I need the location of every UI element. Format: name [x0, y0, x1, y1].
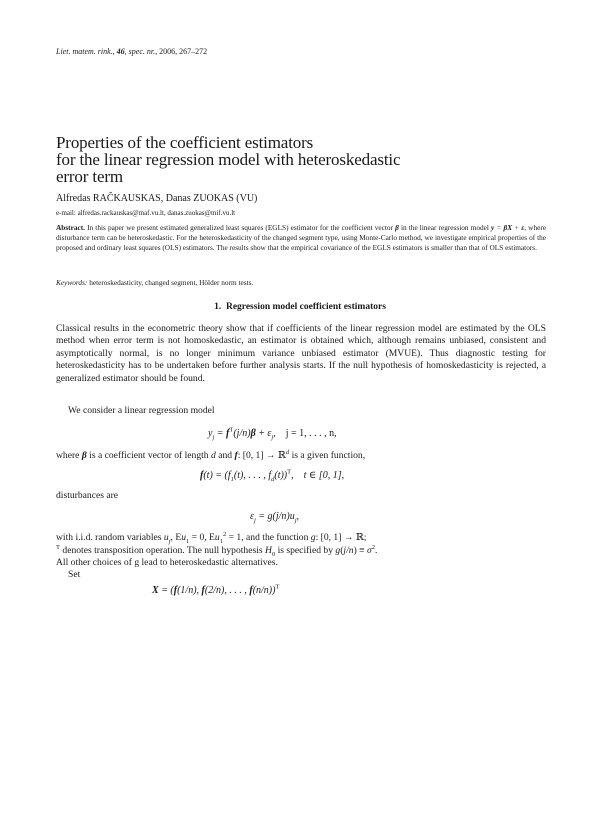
where-line: where β is a coefficient vector of length d and f: [0, 1] → ℝ$^d$ is a given function,	[56, 448, 366, 461]
abstract-text-3: , where disturbance term can be heteroskedastic. For the heteroskedasticity of the changed segment type, using Monte-Carlo method, we investigate empirical properties of the proposed and ordinary least squares (OLS) estimators. The results show that the empirical covariance of the EGLS estimators is smaller than that of OLS estimators.	[56, 223, 547, 252]
abstract-text-1: In this paper we present estimated generalized least squares (EGLS) estimator for the coefficient vector	[87, 223, 393, 232]
title-line-3: error term	[56, 167, 123, 186]
body-paragraph-2: We consider a linear regression model	[68, 405, 215, 416]
where-2: is a coefficient vector of length	[89, 450, 209, 461]
title-line-1: Properties of the coefficient estimators	[56, 133, 314, 152]
disturbances-line: disturbances are	[56, 490, 119, 501]
iid-1: with i.i.d. random variables	[56, 532, 162, 543]
set-line: Set	[68, 569, 81, 580]
abstract: Abstract. In this paper we present estimated generalized least squares (EGLS) estimator for the coefficient vector β in the linear regression model y = βX + ε, where disturbance term can be heteroskedastic. For the heteroskedasticity of the changed segment type, using Monte-Carlo method, we investigate empirical properties of the proposed and ordinary least squares (OLS) estimators. The results show that the empirical covariance of the EGLS estimators is smaller than that of OLS estimators.	[56, 223, 547, 252]
section-title: Regression model coefficient estimators	[225, 302, 386, 312]
journal-year-pages: 2006, 267–272	[159, 47, 208, 56]
transp-1: denotes transposition operation. The null hypothesis	[62, 545, 263, 556]
journal-citation: Liet. matem. rink., 46, spec. nr., 2006, 267–272	[56, 47, 208, 56]
transposition-line: $^T$ denotes transposition operation. The null hypothesis $H_0$ is specified by $g(j/n) \equiv \sigma^2$.	[56, 543, 378, 558]
journal-volume: 46	[116, 47, 125, 56]
equation-f: $f(t) = (f_1(t)$, . . . , $f_d(t))^T$, t ∈ [0, 1],	[200, 468, 345, 483]
keywords	[56, 278, 253, 287]
paper-title	[56, 134, 400, 185]
journal-issue: spec. nr.	[128, 47, 156, 56]
equation-epsilon: $\varepsilon_j = g(j/n)u_j$,	[250, 511, 300, 524]
keywords-text: heteroskedasticity, changed segment, Hölder norm tests.	[89, 278, 254, 287]
author-emails: e-mail: alfredas.rackauskas@maf.vu.lt, danas.zuokas@mif.vu.lt	[56, 209, 236, 217]
journal-name: Liet. matem. rink.	[56, 47, 113, 56]
keywords-label: Keywords:	[56, 278, 88, 287]
abstract-label: Abstract.	[56, 223, 85, 232]
authors: Alfredas RAČKAUSKAS, Danas ZUOKAS (VU)	[56, 193, 258, 204]
section-number: 1.	[214, 302, 222, 312]
where-3: and	[218, 450, 233, 461]
alternatives-line: All other choices of g lead to heteroskedastic alternatives.	[56, 557, 278, 568]
transp-2: is specified by	[277, 545, 334, 556]
section-heading	[0, 302, 600, 312]
abstract-text-2: in the linear regression model	[400, 223, 489, 232]
where-4: is a given function,	[291, 450, 366, 461]
title-line-2: for the linear regression model with heteroskedastic	[56, 150, 401, 169]
iid-2: and the function	[246, 532, 309, 543]
equation-model: $y_j = f^T(j/n)\beta + \varepsilon_j$, j = 1, . . . , n,	[208, 426, 337, 441]
iid-line: with i.i.d. random variables $u_j$, $Eu_1 = 0$, $Eu_1^2 = 1$, and the function g: [0, 1] → ℝ;	[56, 530, 367, 545]
equation-X: X = (f(1/n), f(2/n), . . . , f(n/n))$^T$	[152, 583, 280, 596]
body-paragraph-1: Classical results in the econometric theory show that if coefficients of the linear regression model are estimated by the OLS method when error term is not homoskedastic, an estimator is obtained which, although remains unbiased, consistent and asymptotically normal, is no longer minimum variance unbiased estimator (MVUE). Thus diagnostic testing for heteroskedasticity has to be undertaken before further analysis starts. If the null hypothesis of homoskedasticity is rejected, a generalized estimator should be found.	[56, 323, 546, 384]
where-1: where	[56, 450, 80, 461]
